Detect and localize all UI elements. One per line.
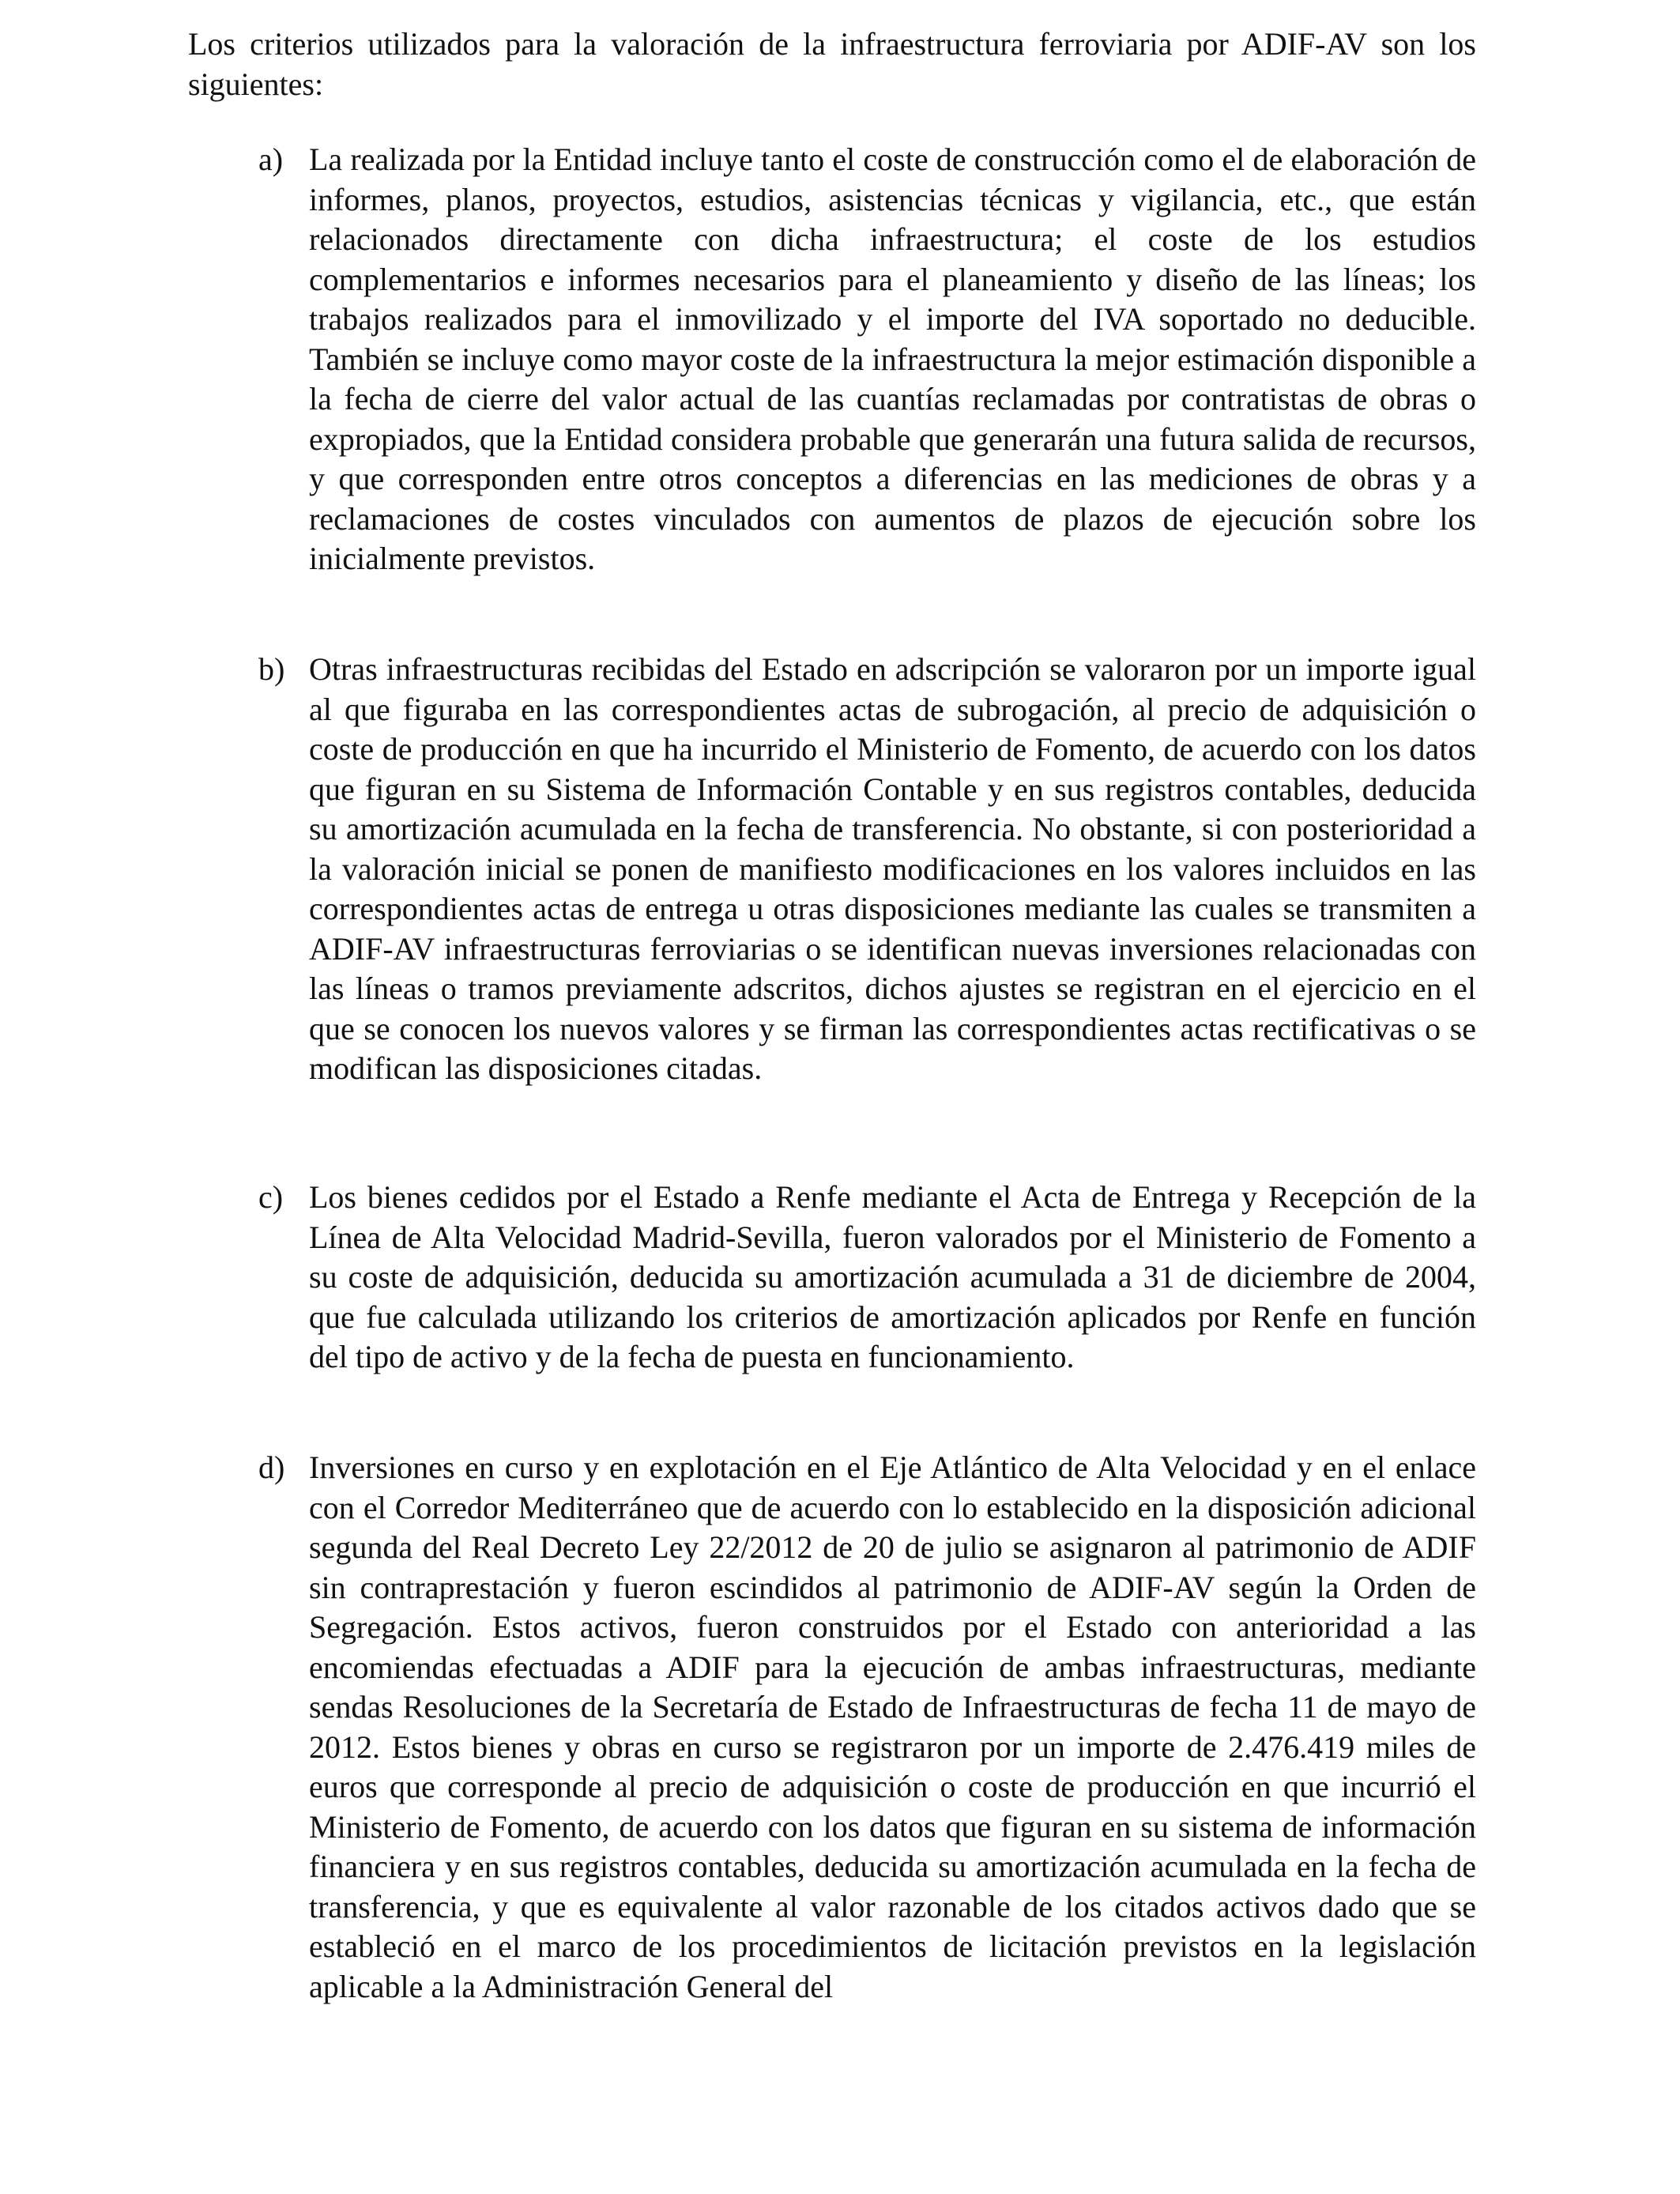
list-marker-b: b) (258, 651, 285, 687)
list-marker-a: a) (258, 141, 284, 177)
list-item-c (259, 1178, 1476, 1378)
list-item-d (259, 1448, 1476, 2007)
list-item-b-text: Otras infraestructuras recibidas del Estado en adscripción se valoraron por un importe igual al que figuraba en las correspondientes actas de subrogación, al precio de adquisición o coste de producción en que ha incurrido el Ministerio de Fomento, de acuerdo con los datos que figuran en su Sistema de Información Contable y en sus registros contables, deducida su amortización acumulada en la fecha de transferencia. No obstante, si con posterioridad a la valoración inicial se ponen de manifiesto modificaciones en los valores incluidos en las correspondientes actas de entrega u otras disposiciones mediante las cuales se transmiten a ADIF-AV infraestructuras ferroviarias o se identifican nuevas inversiones relacionadas con las líneas o tramos previamente adscritos, dichos ajustes se registran en el ejercicio en el que se conocen los nuevos valores y se firman las correspondientes actas rectificativas o se modifican las disposiciones citadas. (309, 651, 1476, 1086)
list-marker-d: d) (258, 1449, 285, 1485)
list-item-a-text: La realizada por la Entidad incluye tanto el coste de construcción como el de elaboración de informes, planos, proyectos, estudios, asistencias técnicas y vigilancia, etc., que están relacionados directamente con dicha infraestructura; el coste de los estudios complementarios e informes necesarios para el planeamiento y diseño de las líneas; los trabajos realizados para el inmovilizado y el importe del IVA soportado no deducible. También se incluye como mayor coste de la infraestructura la mejor estimación disponible a la fecha de cierre del valor actual de las cuantías reclamadas por contratistas de obras o expropiados, que la Entidad considera probable que generarán una futura salida de recursos, y que corresponden entre otros conceptos a diferencias en las mediciones de obras y a reclamaciones de costes vinculados con aumentos de plazos de ejecución sobre los inicialmente previstos. (309, 141, 1476, 576)
list-item-c-text: Los bienes cedidos por el Estado a Renfe mediante el Acta de Entrega y Recepción de la Línea de Alta Velocidad Madrid-Sevilla, fueron valorados por el Ministerio de Fomento a su coste de adquisición, deducida su amortización acumulada a 31 de diciembre de 2004, que fue calculada utilizando los criterios de amortización aplicados por Renfe en función del tipo de activo y de la fecha de puesta en funcionamiento. (309, 1179, 1476, 1374)
list-item-d-text: Inversiones en curso y en explotación en el Eje Atlántico de Alta Velocidad y en el enlace con el Corredor Mediterráneo que de acuerdo con lo establecido en la disposición adicional segunda del Real Decreto Ley 22/2012 de 20 de julio se asignaron al patrimonio de ADIF sin contraprestación y fueron escindidos al patrimonio de ADIF-AV según la Orden de Segregación. Estos activos, fueron construidos por el Estado con anterioridad a las encomiendas efectuadas a ADIF para la ejecución de ambas infraestructuras, mediante sendas Resoluciones de la Secretaría de Estado de Infraestructuras de fecha 11 de mayo de 2012. Estos bienes y obras en curso se registraron por un importe de 2.476.419 miles de euros que corresponde al precio de adquisición o coste de producción en que incurrió el Ministerio de Fomento, de acuerdo con los datos que figuran en su sistema de información financiera y en sus registros contables, deducida su amortización acumulada en la fecha de transferencia, y que es equivalente al valor razonable de los citados activos dado que se estableció en el marco de los procedimientos de licitación previstos en la legislación aplicable a la Administración General del (309, 1449, 1476, 2004)
list-item-a (259, 140, 1476, 579)
list-marker-c: c) (258, 1179, 284, 1215)
intro-paragraph: Los criterios utilizados para la valoración de la infraestructura ferroviaria por ADIF-AV son los siguientes: (188, 26, 1476, 102)
list-item-b (259, 650, 1476, 1089)
